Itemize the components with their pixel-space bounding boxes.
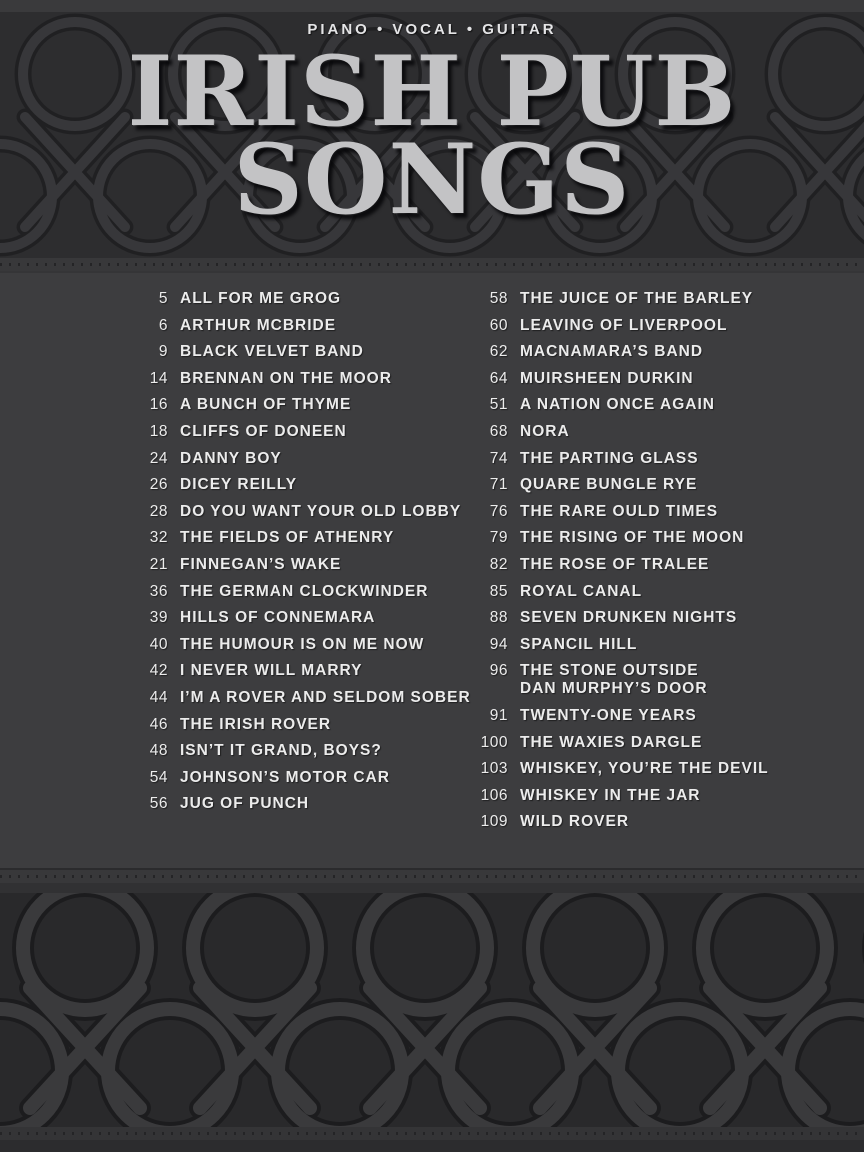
toc-entry [128,769,462,787]
toc-page-number: 88 [489,609,508,627]
top-border-strip [0,0,864,12]
toc-entry [462,290,822,308]
toc-song-title [180,716,331,734]
toc-entry [462,787,822,805]
table-of-contents [0,273,864,868]
instrumentation-subtitle: PIANO • VOCAL • GUITAR [307,21,557,38]
toc-page-number: 85 [489,582,508,600]
toc-entry [128,609,462,627]
stitch-divider-bottom [0,868,864,883]
toc-song-title-line1: I NEVER WILL MARRY [180,662,363,680]
toc-page-number: 16 [149,396,168,414]
toc-entry [128,795,462,813]
toc-song-title [520,636,637,654]
toc-song-title [180,556,341,574]
toc-song-title [180,742,382,760]
toc-entry [128,503,462,521]
toc-page-number: 58 [489,290,508,307]
toc-song-title-line1: THE STONE OUTSIDE [520,662,699,680]
toc-entry [462,396,822,414]
toc-page-number: 9 [158,343,168,361]
toc-song-title-line1: THE JUICE OF THE BARLEY [520,290,754,307]
toc-entry [128,396,462,414]
toc-song-title-line1: SEVEN DRUNKEN NIGHTS [520,609,738,627]
toc-song-title-line1: THE WAXIES DARGLE [520,733,703,751]
toc-entry [128,742,462,760]
toc-entry [128,476,462,494]
toc-page-number: 82 [489,555,508,573]
toc-song-title [520,529,744,547]
toc-entry [128,529,462,547]
toc-page-number: 39 [149,609,168,627]
toc-song-title-line1: A NATION ONCE AGAIN [520,396,715,414]
toc-entry [128,290,462,308]
toc-song-title [520,450,699,468]
toc-song-title [180,423,347,441]
toc-song-title [180,450,282,468]
toc-entry [128,662,462,680]
toc-page-number: 24 [149,449,168,467]
toc-song-title-line1: SPANCIL HILL [520,635,638,653]
toc-song-title-line1: THE IRISH ROVER [180,715,332,733]
toc-entry [462,370,822,388]
toc-entry [462,343,822,361]
toc-page-number: 32 [149,529,168,547]
toc-page-number: 6 [158,316,168,334]
toc-page-number: 14 [149,369,168,387]
toc-page-number: 62 [489,343,508,361]
toc-page-number: 51 [489,396,508,414]
toc-song-title-line1: THE PARTING GLASS [520,449,699,467]
toc-song-title [520,476,697,494]
toc-song-title-line1: LEAVING OF LIVERPOOL [520,316,728,334]
toc-song-title-line2: DAN MURPHY’S DOOR [520,680,708,698]
toc-entry [462,760,822,778]
toc-page-number: 74 [489,449,508,467]
toc-page-number: 42 [149,662,168,680]
toc-song-title [520,396,715,414]
toc-entry [462,450,822,468]
toc-song-title-line1: DANNY BOY [180,449,282,467]
toc-page-number: 46 [149,715,168,733]
toc-page-number: 68 [489,422,508,440]
toc-song-title [180,396,351,414]
toc-song-title-line1: DO YOU WANT YOUR OLD LOBBY [180,502,462,520]
toc-song-title [180,503,461,521]
toc-song-title [520,317,727,335]
toc-song-title-line1: FINNEGAN’S WAKE [180,555,342,573]
toc-song-title [180,689,471,707]
toc-page-number: 44 [149,688,168,706]
toc-song-title-line1: ROYAL CANAL [520,582,643,600]
toc-page-number: 56 [149,795,168,813]
toc-song-title [520,734,702,752]
toc-song-title-line1: THE RARE OULD TIMES [520,502,719,520]
toc-entry [462,662,822,698]
toc-page-number: 48 [149,742,168,760]
toc-song-title [520,343,703,361]
toc-song-title-line1: WHISKEY IN THE JAR [520,786,701,804]
book-title-line2: SONGS [233,123,631,236]
toc-page-number: 5 [158,290,168,307]
toc-song-title [520,662,708,698]
toc-song-title-line1: MACNAMARA’S BAND [520,343,704,361]
celtic-knot-pattern [0,893,864,1127]
toc-entry [462,317,822,335]
toc-song-title [180,290,341,308]
toc-song-title-line1: WHISKEY, YOU’RE THE DEVIL [520,760,769,778]
toc-song-title-line1: ARTHUR MCBRIDE [180,316,337,334]
toc-song-title [520,290,753,308]
toc-entry [128,688,471,707]
toc-entry [462,476,822,494]
toc-page-number: 76 [489,502,508,520]
toc-song-title-line1: DICEY REILLY [180,476,298,494]
toc-song-title [520,609,737,627]
toc-song-title-line1: WILD ROVER [520,813,630,831]
toc-song-title-line1: THE GERMAN CLOCKWINDER [180,582,429,600]
toc-song-title-line1: CLIFFS OF DONEEN [180,422,347,440]
toc-song-title [520,370,694,388]
toc-entry [462,813,822,831]
toc-song-title-line1: JOHNSON’S MOTOR CAR [180,768,390,786]
toc-song-title-line1: JUG OF PUNCH [180,795,310,813]
toc-page-number: 96 [489,662,508,680]
toc-song-title [180,529,394,547]
toc-song-title-line1: I’M A ROVER AND SELDOM SOBER [180,688,471,706]
toc-entry [462,423,822,441]
toc-song-title-line1: A BUNCH OF THYME [180,396,352,414]
toc-entry [128,450,462,468]
footer-gap-strip [0,883,864,893]
toc-page-number: 54 [149,768,168,786]
toc-entry [128,370,462,388]
header-celtic-band [0,12,864,258]
toc-song-title [520,813,629,831]
toc-page-number: 109 [480,813,508,831]
toc-entry [462,556,822,574]
toc-song-title-line1: ISN’T IT GRAND, BOYS? [180,742,382,760]
toc-song-title [180,583,428,601]
toc-page-number: 100 [480,733,508,751]
toc-song-title-line1: NORA [520,422,570,440]
stitch-divider-top [0,258,864,273]
toc-entry [128,583,462,601]
toc-song-title [520,707,697,725]
toc-entry [128,317,462,335]
toc-page-number: 18 [149,422,168,440]
toc-song-title [180,343,364,361]
toc-song-title [520,423,570,441]
stitch-divider-footer [0,1127,864,1140]
toc-page-number: 60 [489,316,508,334]
toc-entry [462,583,822,601]
book-title-line1: IRISH PUB [127,35,737,148]
toc-song-title [180,795,309,813]
toc-song-title [180,317,336,335]
footer-celtic-band [0,893,864,1127]
toc-page-number: 71 [489,476,508,494]
toc-page-number: 26 [149,476,168,494]
toc-page-number: 91 [489,706,508,724]
toc-song-title-line1: ALL FOR ME GROG [180,290,342,307]
toc-song-title [180,662,362,680]
toc-song-title [180,476,297,494]
toc-song-title-line1: THE RISING OF THE MOON [520,529,745,547]
toc-song-title [180,636,424,654]
toc-song-title [180,609,375,627]
toc-column-left [128,290,471,868]
toc-entry [128,556,462,574]
toc-song-title [520,760,769,778]
toc-song-title-line1: THE HUMOUR IS ON ME NOW [180,635,425,653]
toc-entry [462,609,822,627]
toc-entry [462,529,822,547]
toc-entry [128,343,462,361]
toc-song-title-line1: BRENNAN ON THE MOOR [180,369,392,387]
toc-entry [128,716,462,734]
bottom-border-strip [0,1140,864,1152]
toc-song-title-line1: THE ROSE OF TRALEE [520,555,710,573]
toc-entry [462,734,822,752]
toc-page-number: 21 [149,555,168,573]
toc-song-title-line1: QUARE BUNGLE RYE [520,476,698,494]
toc-entry [462,636,822,654]
toc-entry [462,707,822,725]
toc-page-number: 36 [149,582,168,600]
toc-page-number: 94 [489,635,508,653]
toc-song-title [520,583,642,601]
toc-entry [128,423,462,441]
toc-page-number: 79 [489,529,508,547]
toc-song-title-line1: MUIRSHEEN DURKIN [520,369,694,387]
toc-entry [128,636,462,654]
toc-song-title-line1: BLACK VELVET BAND [180,343,364,361]
toc-song-title [180,370,392,388]
toc-page-number: 103 [480,760,508,778]
toc-entry [462,503,822,521]
toc-song-title [520,556,709,574]
toc-page-number: 64 [489,369,508,387]
toc-page-number: 28 [149,502,168,520]
toc-page-number: 106 [480,786,508,804]
toc-song-title-line1: THE FIELDS OF ATHENRY [180,529,395,547]
toc-song-title [520,787,701,805]
toc-song-title [180,769,390,787]
toc-song-title [520,503,718,521]
toc-page-number: 40 [149,635,168,653]
toc-song-title-line1: TWENTY-ONE YEARS [520,706,697,724]
toc-column-right [462,290,822,868]
toc-song-title-line1: HILLS OF CONNEMARA [180,609,376,627]
